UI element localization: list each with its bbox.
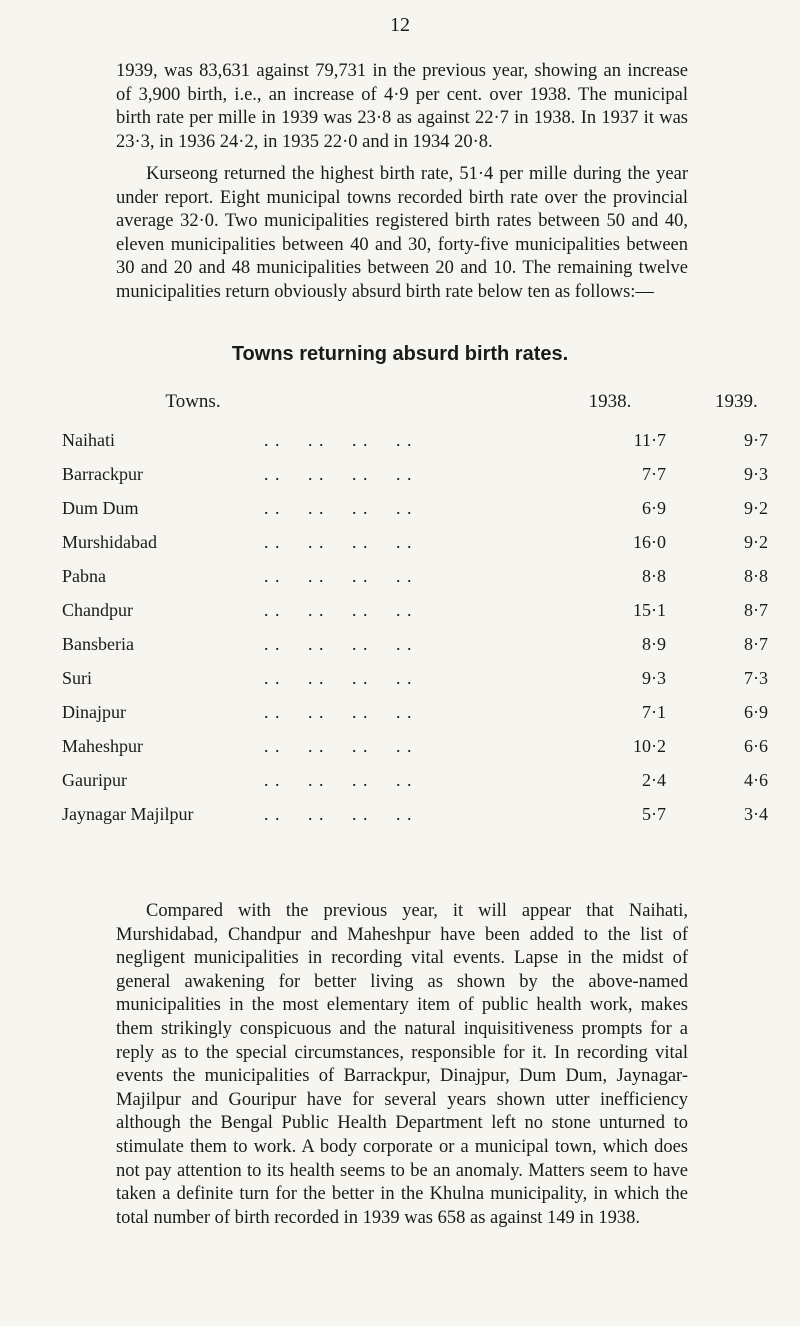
table-row <box>0 770 800 797</box>
table-row <box>0 600 800 627</box>
dot-leader: . . . . . . . . <box>264 634 413 654</box>
town-name: Barrackpur <box>62 464 143 484</box>
dot-leader: . . . . . . . . <box>264 430 413 450</box>
rate-1938: 6·9 <box>642 498 666 518</box>
rate-1939: 6·9 <box>744 702 768 722</box>
rate-1939: 8·7 <box>744 634 768 654</box>
dot-leader: . . . . . . . . <box>264 770 413 790</box>
table-row <box>0 464 800 491</box>
table-title: Towns returning absurd birth rates. <box>231 343 569 365</box>
table-row <box>0 532 800 559</box>
dot-leader: . . . . . . . . <box>264 532 413 552</box>
column-header-1938: 1938. <box>588 391 632 412</box>
town-name: Chandpur <box>62 600 133 620</box>
rate-1939: 4·6 <box>744 770 768 790</box>
rate-1938: 5·7 <box>642 804 666 824</box>
table-row <box>0 668 800 695</box>
rate-1939: 6·6 <box>744 736 768 756</box>
rate-1939: 9·2 <box>744 532 768 552</box>
page-number: 12 <box>390 14 410 36</box>
rate-1939: 3·4 <box>744 804 768 824</box>
table-row <box>0 498 800 525</box>
rate-1938: 11·7 <box>633 430 666 450</box>
rate-1939: 9·7 <box>744 430 768 450</box>
rate-1939: 8·8 <box>744 566 768 586</box>
table-row <box>0 736 800 763</box>
rate-1938: 8·9 <box>642 634 666 654</box>
town-name: Maheshpur <box>62 736 143 756</box>
town-name: Gauripur <box>62 770 127 790</box>
table-row <box>0 566 800 593</box>
rate-1938: 15·1 <box>633 600 666 620</box>
rate-1938: 9·3 <box>642 668 666 688</box>
dot-leader: . . . . . . . . <box>264 736 413 756</box>
dot-leader: . . . . . . . . <box>264 600 413 620</box>
town-name: Jaynagar Majilpur <box>62 804 194 824</box>
rate-1938: 7·1 <box>642 702 666 722</box>
rate-1938: 16·0 <box>633 532 666 552</box>
paragraph-birth-totals: 1939, was 83,631 against 79,731 in the previous year, showing an increase of 3,900 birth, i.e., an increase of 4·9 per cent. over 1938. The municipal birth rate per mille in 1939 was 23·8 as against 22·7 in 1938. In 1937 it was 23·3, in 1936 24·2, in 1935 22·0 and in 1934 20·8. <box>116 61 688 152</box>
column-header-towns: Towns. <box>165 391 221 412</box>
rate-1939: 7·3 <box>744 668 768 688</box>
rate-1938: 8·8 <box>642 566 666 586</box>
table-row <box>0 430 800 457</box>
town-name: Naihati <box>62 430 115 450</box>
dot-leader: . . . . . . . . <box>264 668 413 688</box>
table-row <box>0 702 800 729</box>
table-row <box>0 804 800 831</box>
rate-1939: 9·2 <box>744 498 768 518</box>
dot-leader: . . . . . . . . <box>264 498 413 518</box>
rate-1939: 9·3 <box>744 464 768 484</box>
town-name: Dinajpur <box>62 702 126 722</box>
town-name: Murshidabad <box>62 532 157 552</box>
dot-leader: . . . . . . . . <box>264 464 413 484</box>
rate-1938: 7·7 <box>642 464 666 484</box>
town-name: Suri <box>62 668 93 688</box>
rate-1939: 8·7 <box>744 600 768 620</box>
town-name: Dum Dum <box>62 498 139 518</box>
rate-1938: 2·4 <box>642 770 666 790</box>
town-name: Pabna <box>62 566 106 586</box>
column-header-1939: 1939. <box>715 391 758 412</box>
paragraph-birth-rates: Kurseong returned the highest birth rate, 51·4 per mille during the year under report. Eight municipal towns recorded birth rate over the provincial average 32·0. Two municipalities registered birth rates between 50 and 40, eleven municipalities between 40 and 30, forty-five municipalities between 30 and 20 and 48 municipalities between 20 and 10. The remaining twelve municipalities return obviously absurd birth rate below ten as follows:— <box>116 164 688 302</box>
town-name: Bansberia <box>62 634 134 654</box>
dot-leader: . . . . . . . . <box>264 702 413 722</box>
rate-1938: 10·2 <box>633 736 666 756</box>
paragraph-comparison: Compared with the previous year, it will appear that Naihati, Murshidabad, Chandpur and Maheshpur have been added to the list of negligent municipalities in recording vital events. Lapse in the midst of general awakening for better living as shown by the above-named municipalities in the most elementary item of public health work, makes them strikingly conspicuous and the natural inquisitiveness prompts for a reply as to the special circumstances, responsible for it. In recording vital events the municipalities of Barrackpur, Dinajpur, Dum Dum, Jaynagar-Majilpur and Gouripur have for several years shown utter inefficiency although the Bengal Public Health Department left no stone unturned to stimulate them to work. A body corporate or a municipal town, which does not pay attention to its health seems to be an anomaly. Matters seem to have taken a definite turn for the better in the Khulna municipality, in which the total number of birth recorded in 1939 was 658 as against 149 in 1938. <box>116 901 688 1228</box>
dot-leader: . . . . . . . . <box>264 804 413 824</box>
dot-leader: . . . . . . . . <box>264 566 413 586</box>
table-row <box>0 634 800 661</box>
